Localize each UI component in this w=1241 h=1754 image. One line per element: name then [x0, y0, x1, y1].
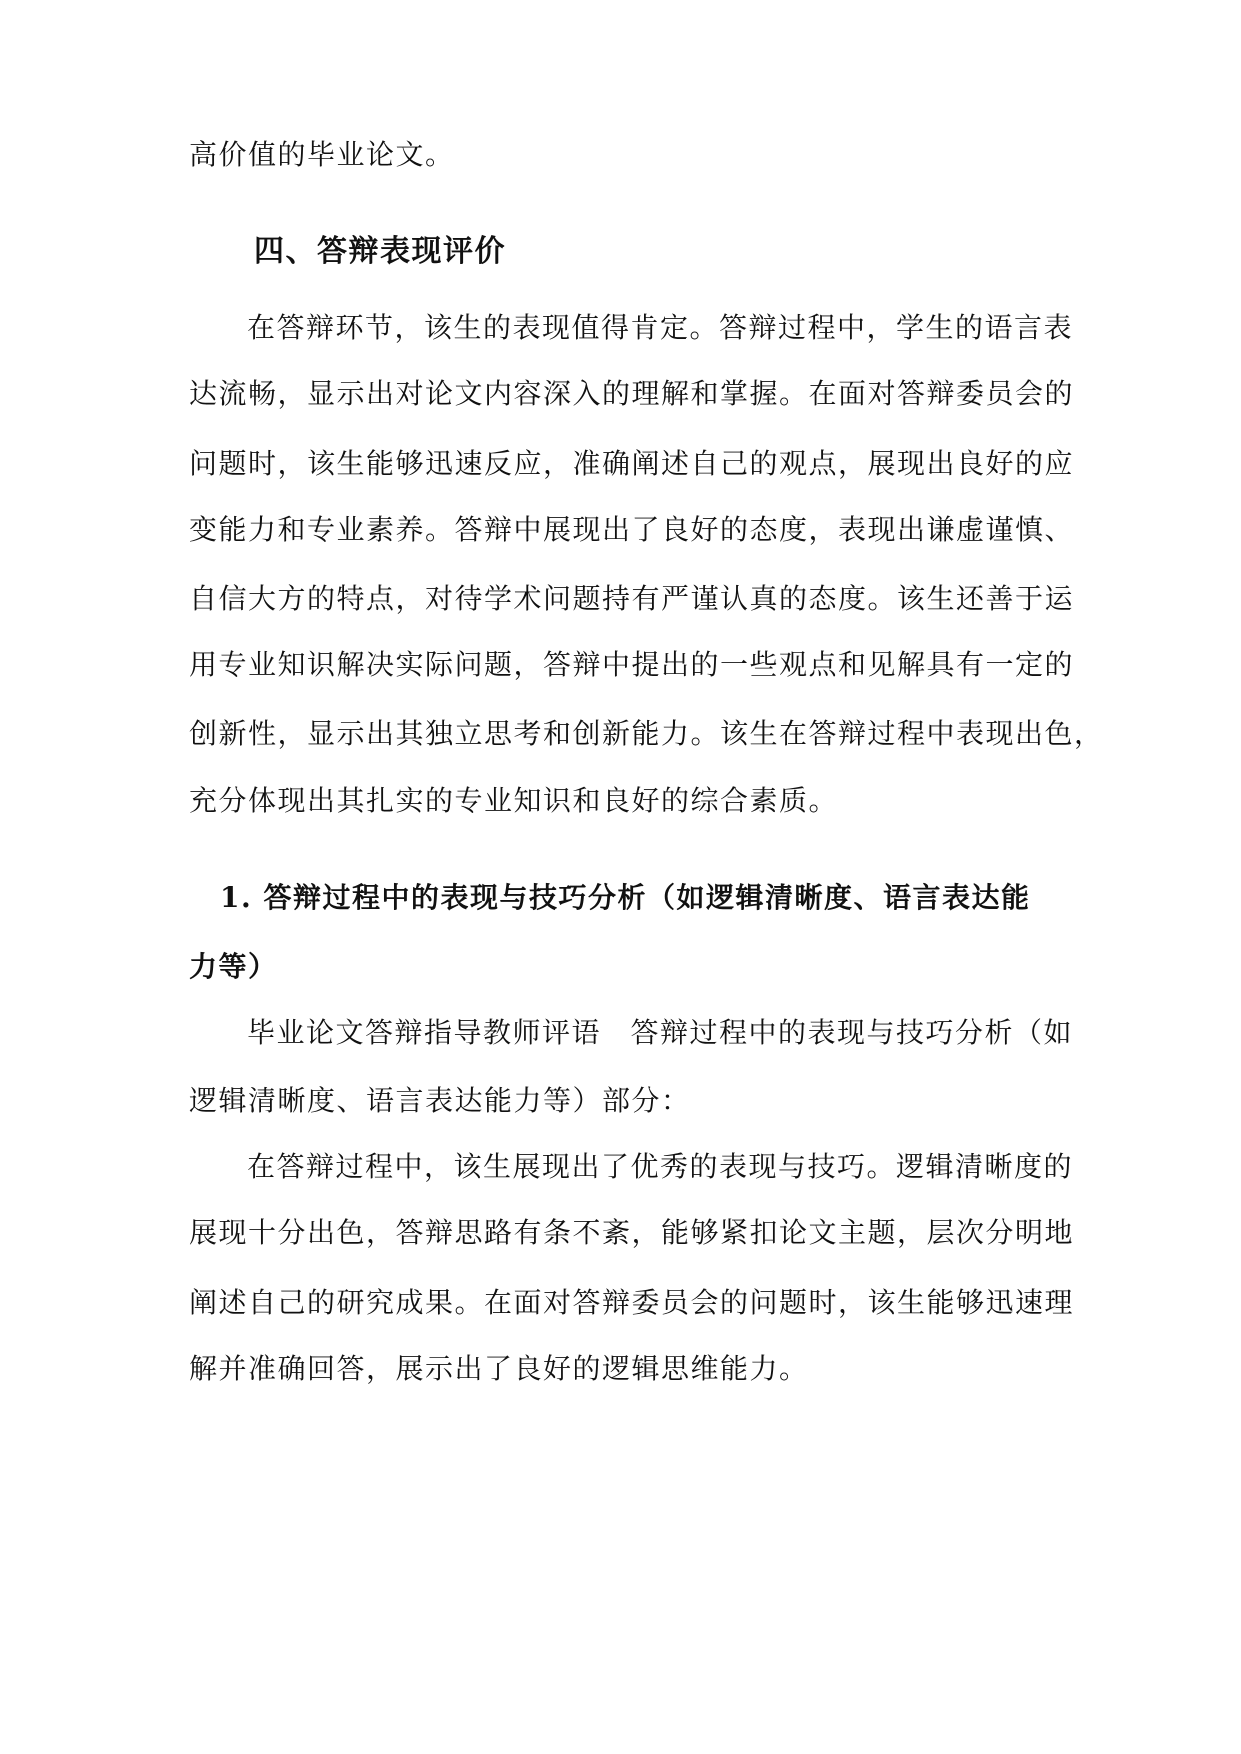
paragraph-line: 问题时，该生能够迅速反应，准确阐述自己的观点，展现出良好的应	[189, 447, 1075, 480]
paragraph-line: 变能力和专业素养。答辩中展现出了良好的态度，表现出谦虚谨慎、	[189, 513, 1075, 546]
paragraph-line: 在答辩环节，该生的表现值得肯定。答辩过程中，学生的语言表	[247, 311, 1074, 344]
paragraph-line: 解并准确回答，展示出了良好的逻辑思维能力。	[189, 1352, 809, 1385]
subheading-line: 力等）	[189, 950, 278, 983]
section-heading: 四、答辩表现评价	[254, 234, 506, 269]
paragraph-line: 用专业知识解决实际问题，答辩中提出的一些观点和见解具有一定的	[189, 648, 1075, 681]
paragraph-line: 逻辑清晰度、语言表达能力等）部分：	[189, 1084, 691, 1117]
subheading-line: 1. 答辩过程中的表现与技巧分析（如逻辑清晰度、语言表达能	[220, 881, 1031, 914]
paragraph-line: 充分体现出其扎实的专业知识和良好的综合素质。	[189, 784, 839, 817]
paragraph-line: 达流畅，显示出对论文内容深入的理解和掌握。在面对答辩委员会的	[189, 377, 1075, 410]
paragraph-line: 毕业论文答辩指导教师评语 答辩过程中的表现与技巧分析（如	[247, 1016, 1074, 1049]
paragraph-continuation: 高价值的毕业论文。	[189, 138, 455, 171]
paragraph-line: 自信大方的特点，对待学术问题持有严谨认真的态度。该生还善于运	[189, 582, 1075, 615]
paragraph-line: 创新性，显示出其独立思考和创新能力。该生在答辩过程中表现出色，	[189, 717, 1104, 750]
paragraph-line: 阐述自己的研究成果。在面对答辩委员会的问题时，该生能够迅速理	[189, 1286, 1075, 1319]
paragraph-line: 在答辩过程中，该生展现出了优秀的表现与技巧。逻辑清晰度的	[247, 1150, 1074, 1183]
paragraph-line: 展现十分出色，答辩思路有条不紊，能够紧扣论文主题，层次分明地	[189, 1216, 1075, 1249]
